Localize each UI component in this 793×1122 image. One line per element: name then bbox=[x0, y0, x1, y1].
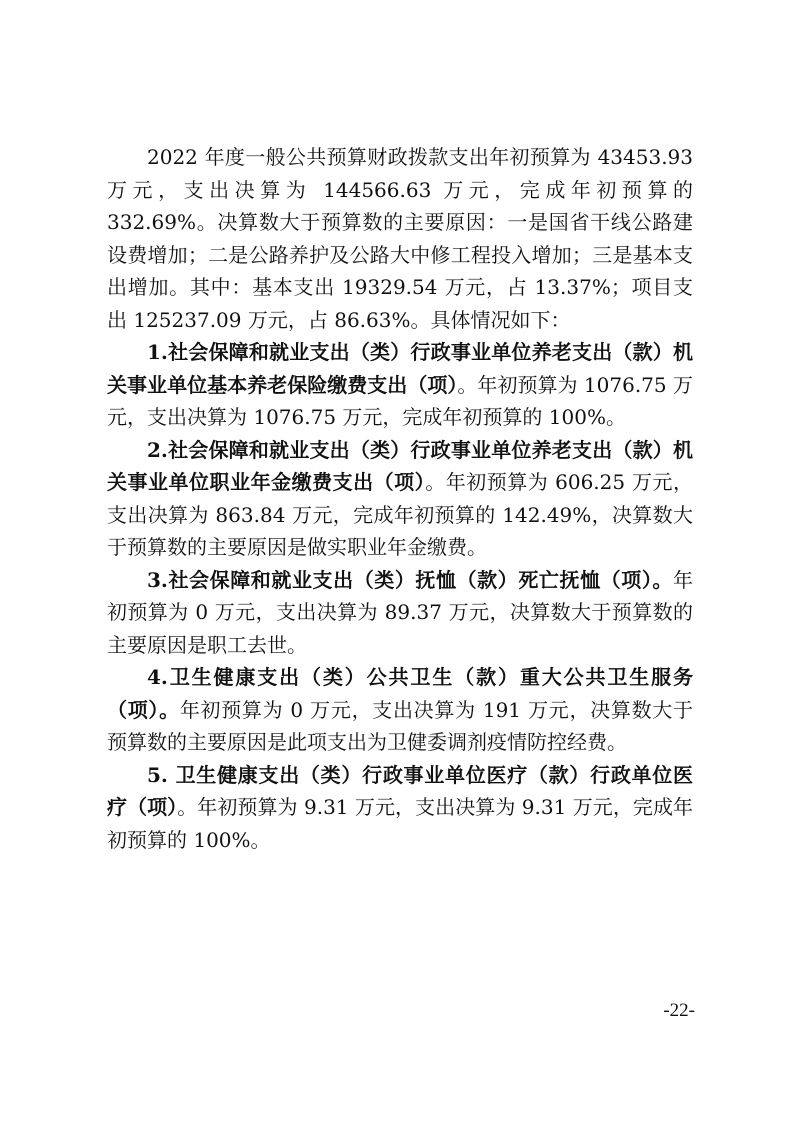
paragraph-item-3 bbox=[107, 564, 693, 662]
paragraph-intro bbox=[107, 141, 693, 336]
paragraph-item-5 bbox=[107, 759, 693, 857]
paragraph-text: 。年初预算为 606.25 万元，支出决算为 863.84 万元，完成年初预算的 142.49%，决算数大于预算数的主要原因是做实职业年金缴费。 bbox=[107, 470, 693, 559]
paragraph-text: 。年初预算为 1076.75 万元，支出决算为 1076.75 万元，完成年初预算的 100%。 bbox=[107, 372, 694, 429]
paragraph-heading: 5. 卫生健康支出（类）行政事业单位医疗（款）行政单位医疗（项） bbox=[107, 762, 693, 819]
paragraph-text: 。年初预算为 9.31 万元，支出决算为 9.31 万元，完成年初预算的 100%。 bbox=[107, 795, 694, 852]
paragraph-item-2 bbox=[107, 434, 693, 564]
paragraph-heading: 1.社会保障和就业支出（类）行政事业单位养老支出（款）机关事业单位基本养老保险缴费支出（项） bbox=[107, 340, 693, 397]
paragraph-text: 年初预算为 0 万元，支出决算为 89.37 万元，决算数大于预算数的主要原因是职工去世。 bbox=[107, 567, 693, 657]
paragraph-heading: 2.社会保障和就业支出（类）行政事业单位养老支出（款）机关事业单位职业年金缴费支出（项） bbox=[107, 437, 693, 494]
document-body bbox=[107, 141, 693, 856]
page-number: -22- bbox=[663, 1000, 695, 1021]
paragraph-heading: 3.社会保障和就业支出（类）抚恤（款）死亡抚恤（项）。 bbox=[147, 567, 673, 592]
paragraph-item-4 bbox=[107, 661, 693, 759]
paragraph-text: 年初预算为 0 万元，支出决算为 191 万元，决算数大于预算数的主要原因是此项支出为卫健委调剂疫情防控经费。 bbox=[107, 697, 694, 754]
paragraph-heading: 4.卫生健康支出（类）公共卫生（款）重大公共卫生服务（项）。 bbox=[107, 665, 693, 722]
paragraph-item-1 bbox=[107, 336, 693, 434]
paragraph-text: 2022 年度一般公共预算财政拨款支出年初预算为 43453.93 万元，支出决算为 144566.63 万元，完成年初预算的 332.69%。决算数大于预算数的主要原因：一是国省干线公路建设费增加；二是公路养护及公路大中修工程投入增加；三是基本支出增加。其中：基本支出 19329.54 万元，占 13.37%；项目支出 125237.09 万元，占 86.63%。具体情况如下： bbox=[107, 145, 693, 332]
